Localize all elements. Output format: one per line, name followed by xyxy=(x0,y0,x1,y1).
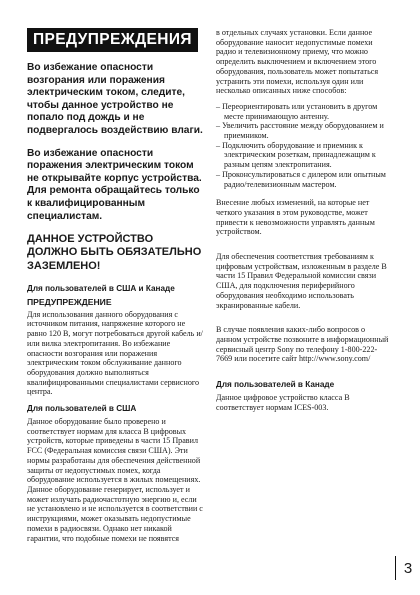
paragraph-sony-contact: В случае появления каких-либо вопросов о данном устройстве позвоните в информационный сервисный центр Sony по телефону 1-800-222-7669 или посетите сайт http://www.sony.com/ xyxy=(216,325,389,364)
list-item: – Проконсультироваться с дилером или опытным радио/телевизионным мастером. xyxy=(216,169,386,189)
spacer xyxy=(216,189,392,198)
list-item: – Переориентировать или установить в другом месте принимающую антенну. xyxy=(216,101,378,121)
paragraph-power-supply: Для использования данного оборудования с источником питания, напряжение которого не равно 120 В, могут потребоваться другой кабель и/или вилка электропитания. Во избежание опасности возгорания или поражения электрическим током обслуживание данного оборудования должно выполняться квалифицированными специалистами сервисного центра. xyxy=(27,309,203,397)
heading-warning: ПРЕДУПРЕЖДЕНИЕ xyxy=(27,296,112,307)
remedy-list xyxy=(216,102,392,189)
paragraph-shielded-cables: Для обеспечения соответствия требованиям к цифровым устройствам, изложенным в разделе B части 15 Правил Федеральной комиссии связи США, для подключения периферийного оборудования необходимо использовать экранированные кабели. xyxy=(216,252,387,310)
heading-usa-canada: Для пользователей в США и Канаде xyxy=(27,283,175,293)
spacer xyxy=(216,243,392,252)
warning-open-case: Во избежание опасности поражения электрическим током не открывайте корпус устройства. Для ремонта обращайтесь только к квалифицированным специалистам. xyxy=(27,147,202,222)
paragraph-fcc: Данное оборудование было проверено и соответствует нормам для класса B цифровых устройств, которые приведены в части 15 Правил FCC (Федеральная комиссия связи США). Эти нормы разработаны для обеспечения действенной защиты от недопустимых помех, когда оборудование используется в жилых помещениях. Данное оборудование генерирует, использует и может излучать радиочастотную энергию и, если не установлено и не используется в соответствии с инструкциями, может оказывать недопустимые помехи в радиосвязи. Однако нет никакой гарантии, что подобные помехи не появятся xyxy=(27,417,203,543)
warning-grounding: ДАННОЕ УСТРОЙСТВО ДОЛЖНО БЫТЬ ОБЯЗАТЕЛЬНО ЗАЗЕМЛЕНО! xyxy=(27,233,202,272)
paragraph-ices: Данное цифровое устройство класса B соответствует нормам ICES-003. xyxy=(216,393,350,412)
list-item: – Увеличить расстояние между оборудованием и приемником. xyxy=(216,121,384,141)
paragraph-changes: Внесение любых изменений, на которые нет четкого указания в этом руководстве, может привести к невозможности управлять данным устройством. xyxy=(216,198,375,237)
spacer xyxy=(216,316,392,325)
left-column xyxy=(27,28,203,549)
heading-usa: Для пользователей в США xyxy=(27,404,137,414)
right-column xyxy=(216,28,392,419)
list-item: – Подключить оборудование и приемник к электрическим розеткам, принадлежащим к разным цепям электропитания. xyxy=(216,140,376,170)
warning-moisture: Во избежание опасности возгорания или поражения электрическим током, следите, чтобы данное устройство не попало под дождь и не подвергалось воздействию влаги. xyxy=(27,62,203,136)
page-number: 3 xyxy=(395,556,420,580)
page-title: ПРЕДУПРЕЖДЕНИЯ xyxy=(27,28,198,52)
heading-canada: Для пользователей в Канаде xyxy=(216,380,335,390)
spacer xyxy=(216,370,392,379)
paragraph-interference: в отдельных случаях установки. Если данное оборудование наносит недопустимые помехи радио и телевизионному приему, что можно определить выключением и включением этого оборудования, пользователь может попытаться устранить эти помехи, используя один или несколько описанных ниже способов: xyxy=(216,28,379,96)
